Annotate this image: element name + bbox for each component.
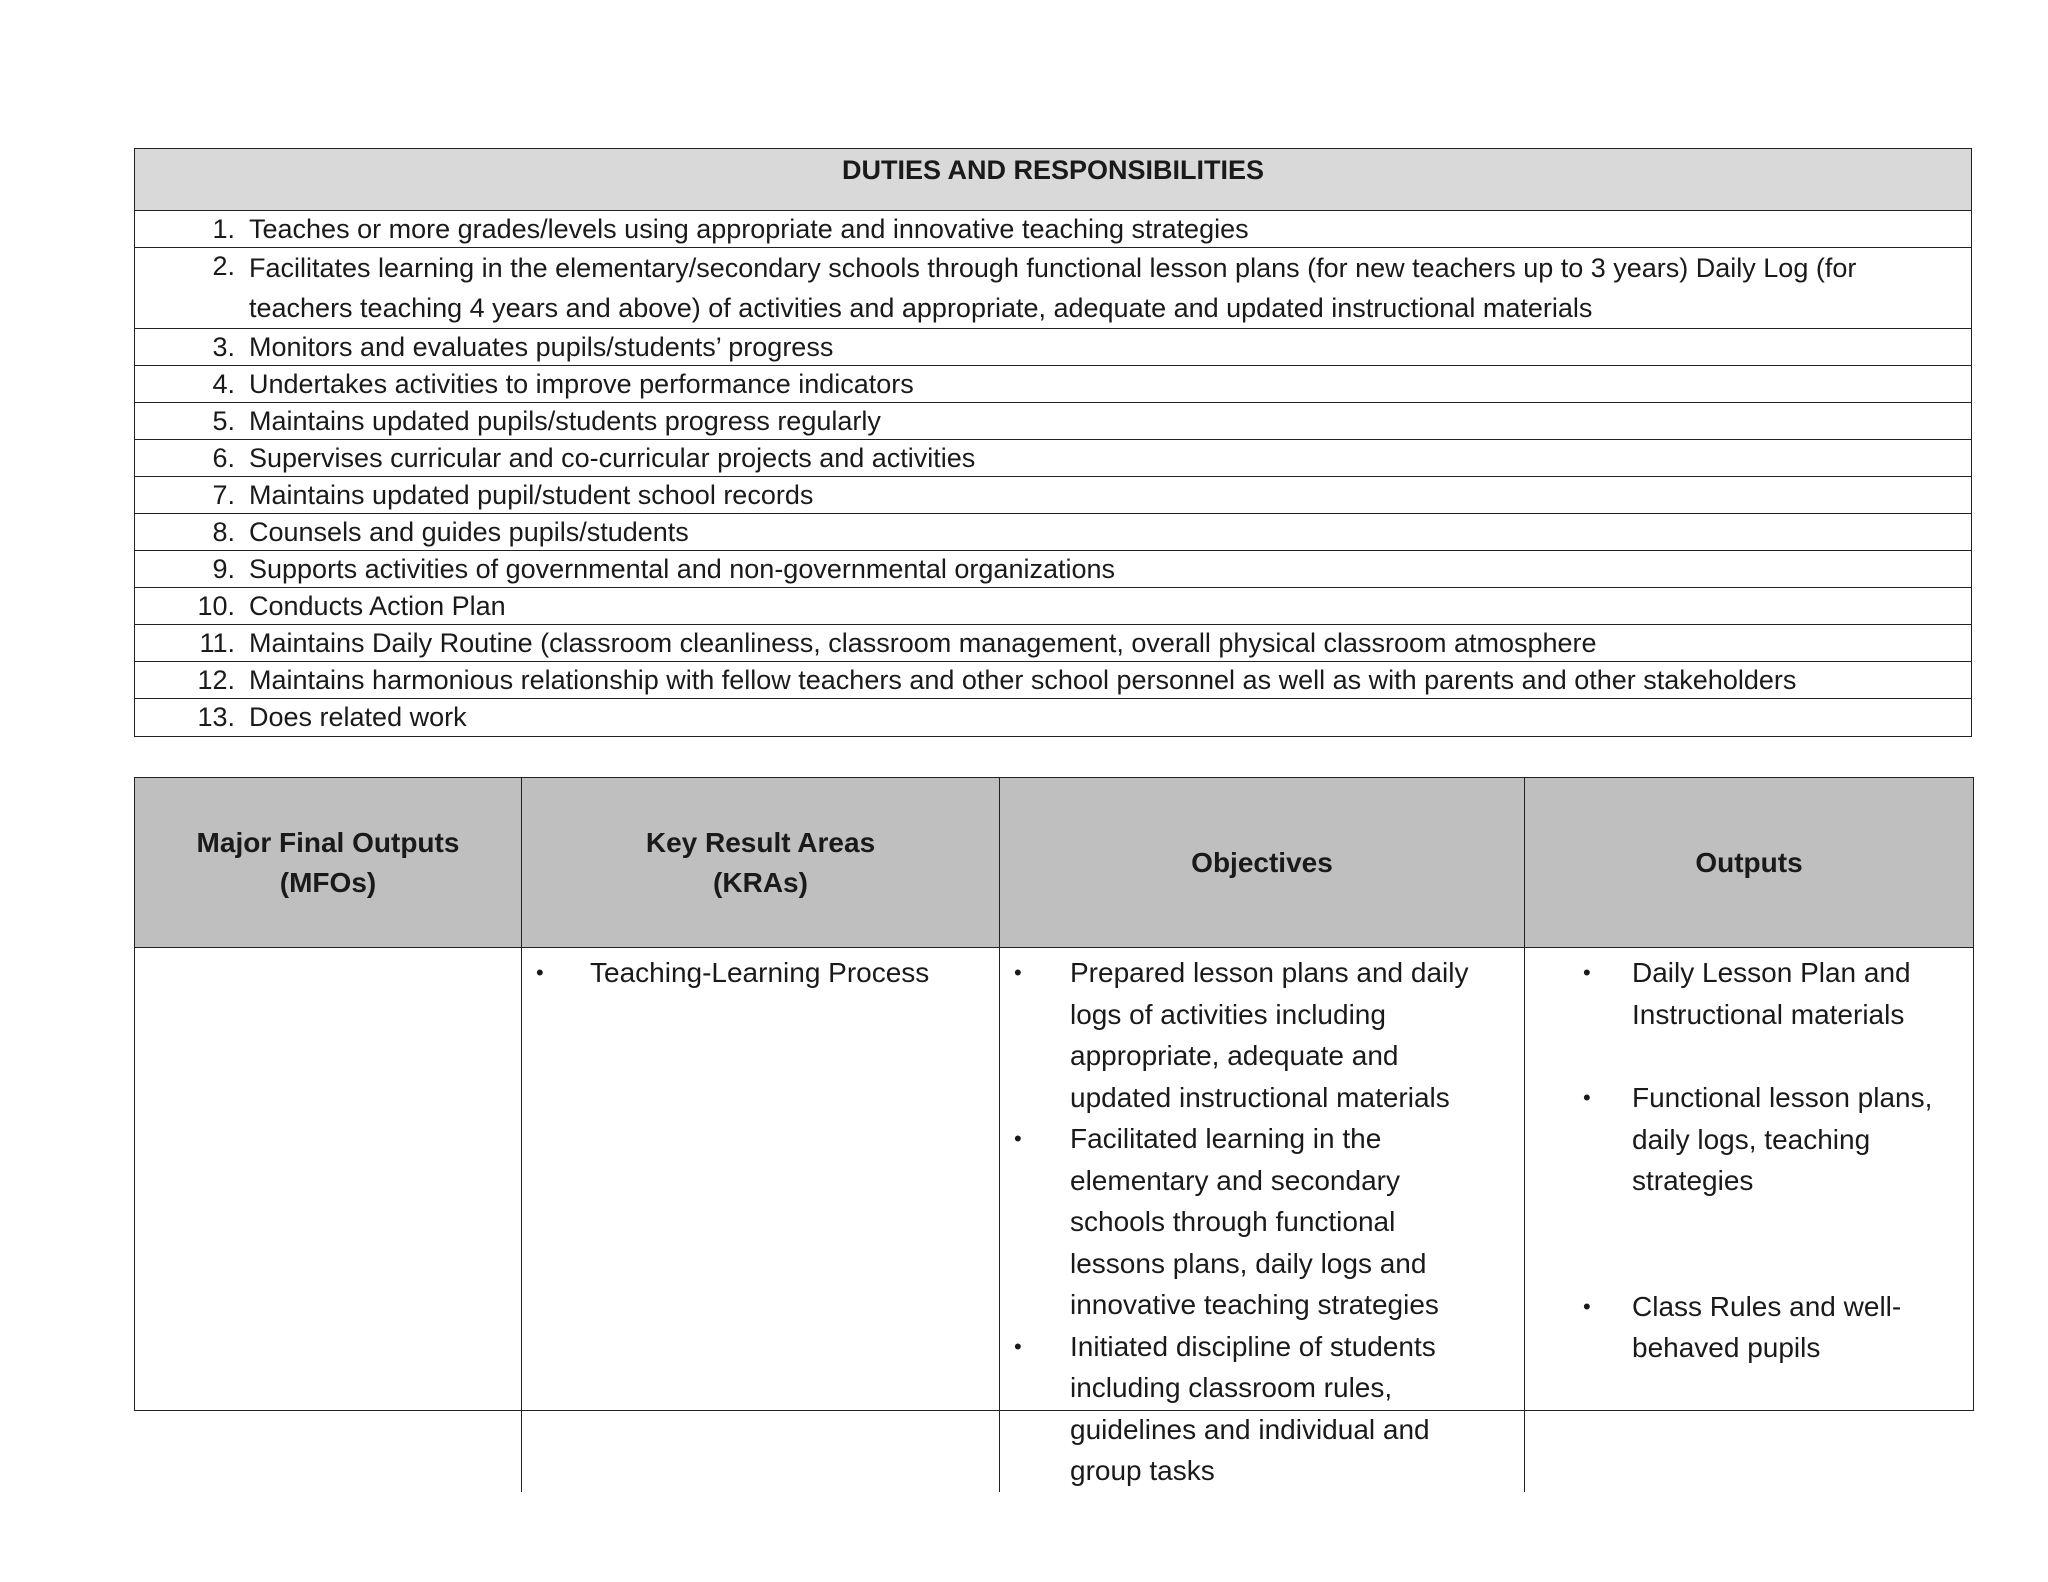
mfo-header [135, 778, 522, 948]
duty-number: 11. [199, 628, 235, 658]
mfo-kra-table [134, 777, 1974, 1486]
duty-text: Counsels and guides pupils/students [249, 517, 689, 547]
objectives-header [1000, 778, 1525, 948]
duty-number: 4. [212, 369, 235, 399]
mfo-header-line2: (MFOs) [279, 866, 377, 898]
kra-cell [522, 948, 1000, 1492]
duty-text: Supervises curricular and co-curricular projects and activities [249, 443, 976, 473]
duty-text: Undertakes activities to improve performance indicators [249, 369, 914, 399]
duty-text: Maintains Daily Routine (classroom cleanliness, classroom management, overall physical classroom atmosphere [249, 628, 1597, 658]
output-item-text: Daily Lesson Plan and Instructional materials [1632, 957, 1911, 1030]
duty-text: Maintains updated pupil/student school records [249, 480, 814, 510]
duty-number: 8. [212, 517, 235, 547]
outputs-cell [1525, 948, 1973, 1492]
output-item [1525, 1077, 1973, 1202]
outputs-header-label: Outputs [1695, 846, 1803, 878]
duty-row [135, 477, 1971, 514]
duty-text: Maintains harmonious relationship with fellow teachers and other school personnel as well as with parents and other stakeholders [249, 665, 1797, 695]
kra-item-text: Teaching-Learning Process [590, 957, 930, 988]
duties-table [134, 148, 1972, 737]
objective-item-text: Prepared lesson plans and daily logs of activities including appropriate, adequate and updated instructional materials [1070, 957, 1469, 1113]
duty-row [135, 699, 1971, 736]
duty-row [135, 211, 1971, 248]
duty-row [135, 248, 1971, 329]
duty-number: 9. [212, 554, 235, 584]
bullet-icon: • [536, 960, 544, 985]
kra-item [522, 952, 999, 994]
duty-number: 13. [197, 702, 235, 732]
bullet-icon: • [1583, 1085, 1591, 1110]
duty-row [135, 366, 1971, 403]
duty-number: 7. [212, 480, 235, 510]
objectives-cell [1000, 948, 1525, 1492]
output-item [1525, 1286, 1973, 1369]
objective-item-text: Facilitated learning in the elementary and secondary schools through functional lessons plans, daily logs and innovative teaching strategies [1070, 1123, 1439, 1320]
duty-row [135, 588, 1971, 625]
duty-row [135, 551, 1971, 588]
duty-row [135, 514, 1971, 551]
objective-item [1000, 1326, 1524, 1492]
bullet-icon: • [1014, 1126, 1022, 1151]
duty-row [135, 440, 1971, 477]
duty-number: 1. [212, 214, 235, 244]
objective-item [1000, 952, 1524, 1118]
objective-item [1000, 1118, 1524, 1326]
mfo-cell [135, 948, 522, 1492]
duty-text: Teaches or more grades/levels using appropriate and innovative teaching strategies [249, 214, 1249, 244]
duty-text: Supports activities of governmental and non-governmental organizations [249, 554, 1116, 584]
duty-number: 12. [197, 665, 235, 695]
bullet-icon: • [1014, 1333, 1022, 1359]
duty-number: 10. [197, 591, 235, 621]
bullet-icon: • [1014, 960, 1022, 985]
kra-header-line1: Key Result Areas [645, 826, 876, 858]
output-item-text: Functional lesson plans, daily logs, teaching strategies [1632, 1082, 1933, 1196]
output-item [1525, 952, 1973, 1035]
output-item-text: Class Rules and well-behaved pupils [1632, 1290, 1902, 1363]
duty-number: 6. [212, 443, 235, 473]
duties-header: DUTIES AND RESPONSIBILITIES [135, 149, 1971, 211]
duty-text: Maintains updated pupils/students progress regularly [249, 406, 881, 436]
bullet-icon: • [1583, 1293, 1591, 1319]
kra-header-line2: (KRAs) [713, 866, 808, 898]
kra-header [522, 778, 1000, 948]
objective-item-text: Initiated discipline of students including classroom rules, guidelines and individual and group tasks [1070, 1330, 1436, 1486]
duty-row [135, 662, 1971, 699]
outputs-header [1525, 778, 1973, 948]
duty-row [135, 329, 1971, 366]
duty-text: Monitors and evaluates pupils/students’ progress [249, 332, 834, 362]
duty-number: 3. [212, 332, 235, 362]
duty-text: Conducts Action Plan [249, 591, 506, 621]
objectives-header-label: Objectives [1191, 846, 1333, 878]
duty-number: 2. [212, 251, 235, 281]
duty-text: Facilitates learning in the elementary/secondary schools through functional lesson plans (for new teachers up to 3 years) Daily Log (for teachers teaching 4 years and above) of activities and appropriate, adequate and updated instructional materials [249, 253, 1857, 323]
duty-number: 5. [212, 406, 235, 436]
duty-text: Does related work [249, 702, 467, 732]
duty-row [135, 625, 1971, 662]
bullet-icon: • [1583, 960, 1591, 985]
mfo-header-line1: Major Final Outputs [196, 826, 460, 858]
duty-row [135, 403, 1971, 440]
